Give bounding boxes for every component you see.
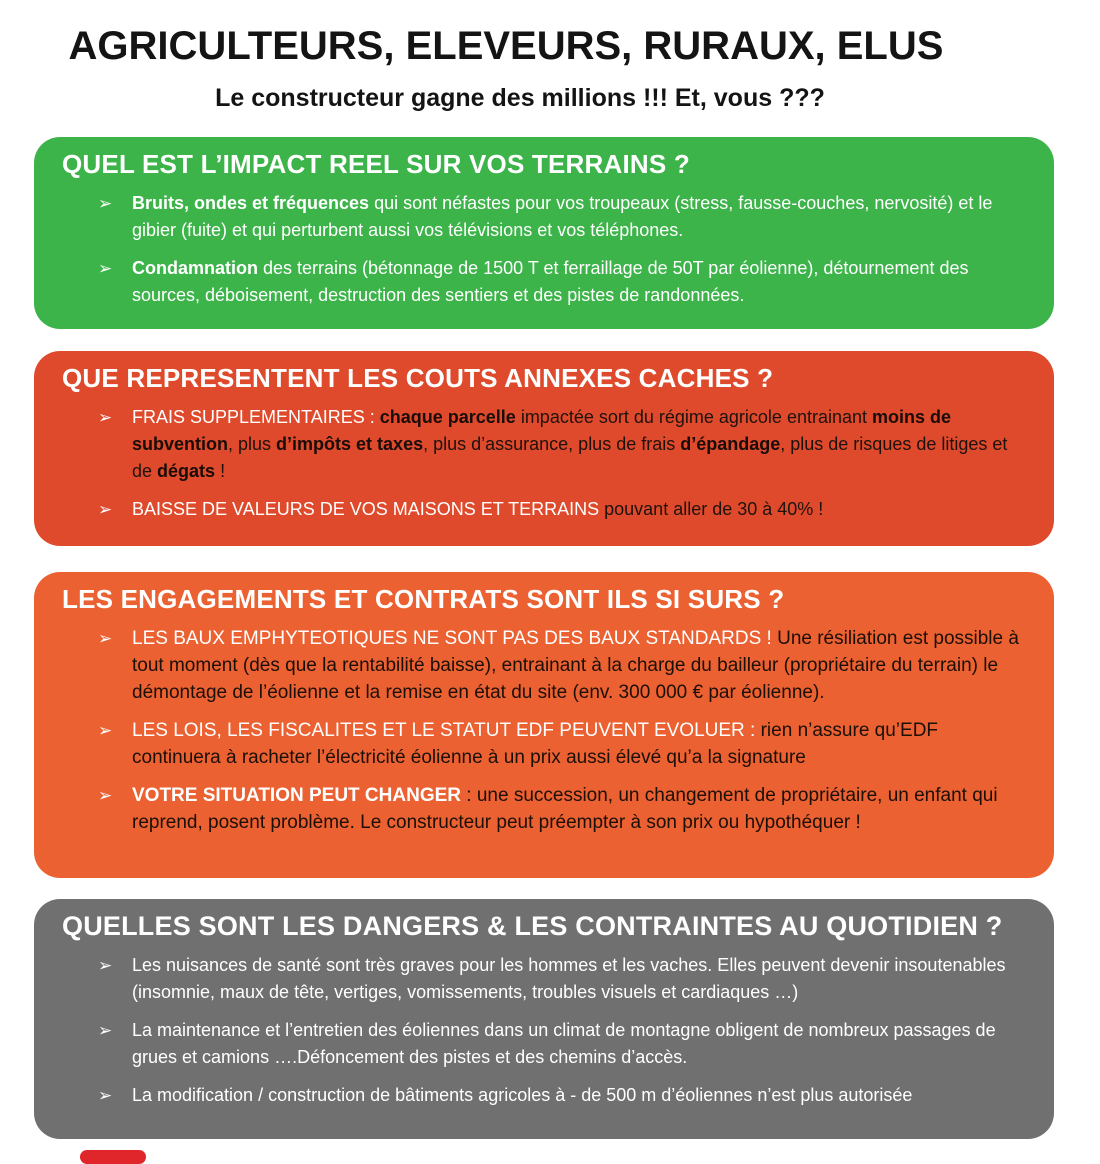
item-text: , plus	[228, 434, 277, 454]
arrow-bullet-icon: ➢	[98, 194, 113, 213]
arrow-bullet-icon: ➢	[98, 259, 113, 278]
list-item	[62, 717, 1026, 771]
item-lead: FRAIS SUPPLEMENTAIRES :	[132, 407, 380, 427]
section-couts-annexes	[34, 351, 1054, 546]
item-lead: Condamnation	[132, 258, 258, 278]
arrow-bullet-icon: ➢	[98, 408, 113, 427]
bullet-list	[62, 952, 1026, 1109]
arrow-bullet-icon: ➢	[98, 786, 113, 805]
item-text-bold: d’épandage	[680, 434, 781, 454]
section-heading: LES ENGAGEMENTS ET CONTRATS SONT ILS SI SURS ?	[62, 584, 785, 614]
arrow-bullet-icon: ➢	[98, 721, 113, 740]
list-item	[62, 404, 1026, 485]
item-text-bold: dégats	[157, 461, 216, 481]
arrow-bullet-icon: ➢	[98, 1086, 113, 1105]
arrow-bullet-icon: ➢	[98, 956, 113, 975]
list-item	[62, 255, 1026, 309]
page-title: AGRICULTEURS, ELEVEURS, RURAUX, ELUS	[68, 24, 944, 68]
list-item	[62, 952, 1026, 1006]
item-lead: BAISSE DE VALEURS DE VOS MAISONS ET TERRAINS	[132, 499, 600, 519]
arrow-bullet-icon: ➢	[98, 500, 113, 519]
item-text: impactée sort du régime agricole entrainant	[515, 407, 872, 427]
item-text: La maintenance et l’entretien des éoliennes dans un climat de montagne obligent de nombreux passages de grues et camions ….Défoncement des pistes et des chemins d’accès.	[132, 1020, 996, 1067]
item-text: !	[215, 461, 226, 481]
bullet-list	[62, 404, 1026, 523]
item-text: rien n’assure qu’EDF continuera à racheter l’électricité éolienne à un prix aussi élevé qu’a la signature	[132, 720, 939, 768]
page-subtitle: Le constructeur gagne des millions !!! Et, vous ???	[215, 84, 825, 112]
section-heading: QUE REPRESENTENT LES COUTS ANNEXES CACHES ?	[62, 363, 774, 393]
item-text: Une résiliation est possible à tout moment (dès que la rentabilité baisse), entrainant à la charge du bailleur (propriétaire du terrain) le démontage de l’éolienne et la remise en état du site (env. 300 000 € par éolienne).	[132, 628, 1019, 703]
item-lead: VOTRE SITUATION PEUT CHANGER	[132, 785, 461, 806]
list-item	[62, 625, 1026, 706]
red-tab-decoration	[80, 1150, 146, 1164]
item-text-bold: d’impôts et taxes	[276, 434, 424, 454]
list-item	[62, 1017, 1026, 1071]
list-item	[62, 1082, 1026, 1109]
section-heading: QUEL EST L’IMPACT REEL SUR VOS TERRAINS ?	[62, 149, 690, 179]
item-text: qui sont néfastes pour vos troupeaux (stress, fausse-couches, nervosité) et le gibier (fuite) et qui perturbent aussi vos télévisions et vos téléphones.	[132, 193, 993, 240]
list-item	[62, 190, 1026, 244]
bullet-list	[62, 625, 1026, 836]
item-lead: LES LOIS, LES FISCALITES ET LE STATUT EDF PEUVENT EVOLUER :	[132, 720, 761, 741]
bullet-list	[62, 190, 1026, 309]
item-text: La modification / construction de bâtiments agricoles à - de 500 m d’éoliennes n’est plus autorisée	[132, 1085, 913, 1105]
item-text-bold: chaque parcelle	[379, 407, 516, 427]
item-lead: LES BAUX EMPHYTEOTIQUES NE SONT PAS DES BAUX STANDARDS !	[132, 628, 778, 649]
item-text: des terrains (bétonnage de 1500 T et ferraillage de 50T par éolienne), détournement des sources, déboisement, destruction des sentiers et des pistes de randonnées.	[132, 258, 969, 305]
arrow-bullet-icon: ➢	[98, 629, 113, 648]
item-text-bold: moins de subvention	[132, 407, 952, 454]
list-item	[62, 496, 1026, 523]
item-text: , plus d’assurance, plus de frais	[423, 434, 681, 454]
item-text: Les nuisances de santé sont très graves pour les hommes et les vaches. Elles peuvent devenir insoutenables (insomnie, maux de tête, vertiges, vomissements, troubles visuels et cardiaques …)	[132, 955, 1006, 1002]
item-text: pouvant aller de 30 à 40% !	[599, 499, 824, 519]
arrow-bullet-icon: ➢	[98, 1021, 113, 1040]
section-dangers-contraintes	[34, 899, 1054, 1139]
item-text: , plus de risques de litiges et de	[132, 434, 1008, 481]
list-item	[62, 782, 1026, 836]
item-lead: Bruits, ondes et fréquences	[132, 193, 370, 213]
section-impact-terrains	[34, 137, 1054, 329]
section-heading: QUELLES SONT LES DANGERS & LES CONTRAINTES AU QUOTIDIEN ?	[62, 911, 1003, 941]
section-engagements-contrats	[34, 572, 1054, 878]
item-text: : une succession, un changement de propriétaire, un enfant qui reprend, posent problème. Le constructeur peut préempter à son prix ou hypothéquer !	[132, 785, 998, 833]
